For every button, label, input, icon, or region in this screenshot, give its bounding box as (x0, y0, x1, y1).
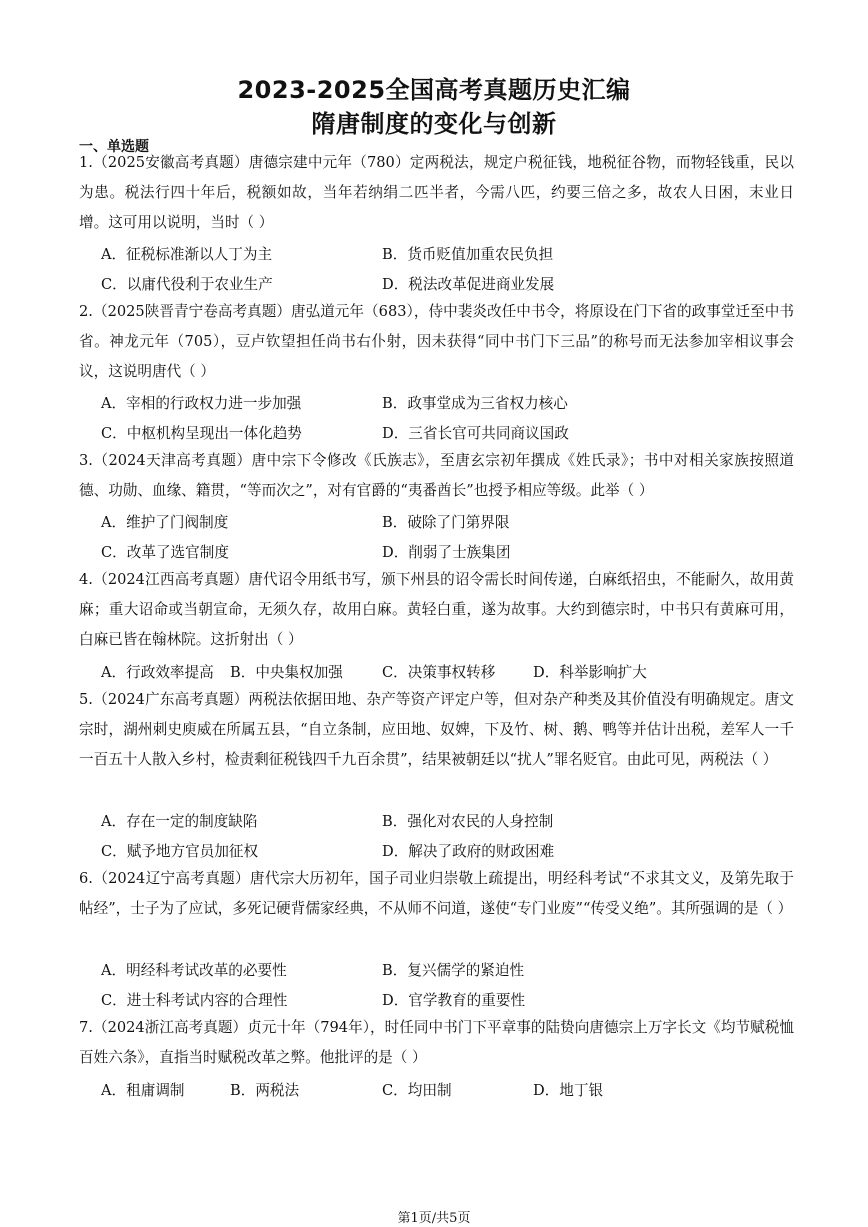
question-5-option-b: B．强化对农民的人身控制 (382, 813, 554, 830)
question-4-option-d: D．科举影响扩大 (533, 664, 647, 681)
question-5-stem: 5.（2024广东高考真题）两税法依据田地、杂产等资产评定户等，但对杂产种类及其价值没有明确规定。唐文宗时，湖州刺史庾威在所属五县，“自立条制，应田地、奴婢，下及竹、树、鹅、鸭等并估计出税，差军人一千一百五十人散入乡村，检责剩征税钱四千九百余贯”，结果被朝廷以“扰人”罪名贬官。由此可见，两税法（ ） (79, 691, 794, 768)
question-5-option-d: D．解决了政府的财政困难 (382, 843, 555, 860)
question-5-option-c: C．赋予地方官员加征权 (101, 843, 259, 860)
question-4-option-b: B．中央集权加强 (230, 664, 343, 681)
question-1-option-a: A．征税标准渐以人丁为主 (101, 246, 273, 263)
document-title-line1: 2023-2025全国高考真题历史汇编 (237, 76, 631, 104)
question-2-option-d: D．三省长官可共同商议国政 (382, 425, 569, 442)
question-7-option-b: B．两税法 (230, 1082, 300, 1099)
question-6-option-b: B．复兴儒学的紧迫性 (382, 962, 525, 979)
question-2-option-c: C．中枢机构呈现出一体化趋势 (101, 425, 302, 442)
question-1-option-b: B．货币贬值加重农民负担 (382, 246, 554, 263)
question-6-option-d: D．官学教育的重要性 (382, 992, 526, 1009)
question-3-option-a: A．维护了门阀制度 (101, 514, 229, 531)
question-6-option-a: A．明经科考试改革的必要性 (101, 962, 287, 979)
section-heading: 一、单选题 (79, 139, 149, 155)
question-2-option-b: B．政事堂成为三省权力核心 (382, 395, 568, 412)
question-4-option-a: A．行政效率提高 (101, 664, 214, 681)
question-3-option-c: C．改革了选官制度 (101, 544, 229, 561)
question-4-option-c: C．决策事权转移 (382, 664, 496, 681)
question-7-option-d: D．地丁银 (533, 1082, 604, 1099)
question-1-option-d: D．税法改革促进商业发展 (382, 276, 555, 293)
question-3-option-b: B．破除了门第界限 (382, 514, 510, 531)
question-3-stem: 3.（2024天津高考真题）唐中宗下令修改《氏族志》，至唐玄宗初年撰成《姓氏录》；书中对相关家族按照道德、功勋、血缘、籍贯，“等而次之”，对有官爵的“夷番酋长”也授予相应等级。此举（ ） (79, 452, 794, 499)
page-footer: 第1页/共5页 (397, 1211, 471, 1226)
question-4-stem: 4.（2024江西高考真题）唐代诏令用纸书写，颁下州县的诏令需长时间传递，白麻纸招虫，不能耐久，故用黄麻；重大诏命或当朝宣命，无须久存，故用白麻。黄轻白重，遂为故事。大约到德宗时，中书只有黄麻可用，白麻已皆在翰林院。这折射出（ ） (79, 571, 794, 648)
question-7-stem: 7.（2024浙江高考真题）贞元十年（794年），时任同中书门下平章事的陆贽向唐德宗上万字长文《均节赋税恤百姓六条》，直指当时赋税改革之弊。他批评的是（ ） (79, 1019, 794, 1066)
question-2-stem: 2.（2025陕晋青宁卷高考真题）唐弘道元年（683），侍中裴炎改任中书令，将原设在门下省的政事堂迁至中书省。神龙元年（705），豆卢钦望担任尚书右仆射，因未获得“同中书门下三品”的称号而无法参加宰相议事会议，这说明唐代（ ） (79, 303, 794, 380)
question-2-option-a: A．宰相的行政权力进一步加强 (101, 395, 302, 412)
question-7-option-c: C．均田制 (382, 1082, 452, 1099)
question-7-option-a: A．租庸调制 (101, 1082, 185, 1099)
question-3-option-d: D．削弱了士族集团 (382, 544, 511, 561)
question-6-option-c: C．进士科考试内容的合理性 (101, 992, 288, 1009)
question-1-option-c: C．以庸代役利于农业生产 (101, 276, 273, 293)
document-title-line2: 隋唐制度的变化与创新 (311, 110, 557, 138)
question-6-stem: 6.（2024辽宁高考真题）唐代宗大历初年，国子司业归崇敬上疏提出，明经科考试“不求其文义，及第先取于帖经”，士子为了应试，多死记硬背儒家经典，不从师不问道，遂使“专门业废”“传受义绝”。其所强调的是（ ） (79, 870, 794, 917)
question-1-stem: 1.（2025安徽高考真题）唐德宗建中元年（780）定两税法，规定户税征钱，地税征谷物，而物轻钱重，民以为患。税法行四十年后，税额如故，当年若纳绢二匹半者，今需八匹，约要三倍之多，故农人日困，末业日增。这可用以说明，当时（ ） (79, 154, 794, 231)
question-5-option-a: A．存在一定的制度缺陷 (101, 813, 258, 830)
